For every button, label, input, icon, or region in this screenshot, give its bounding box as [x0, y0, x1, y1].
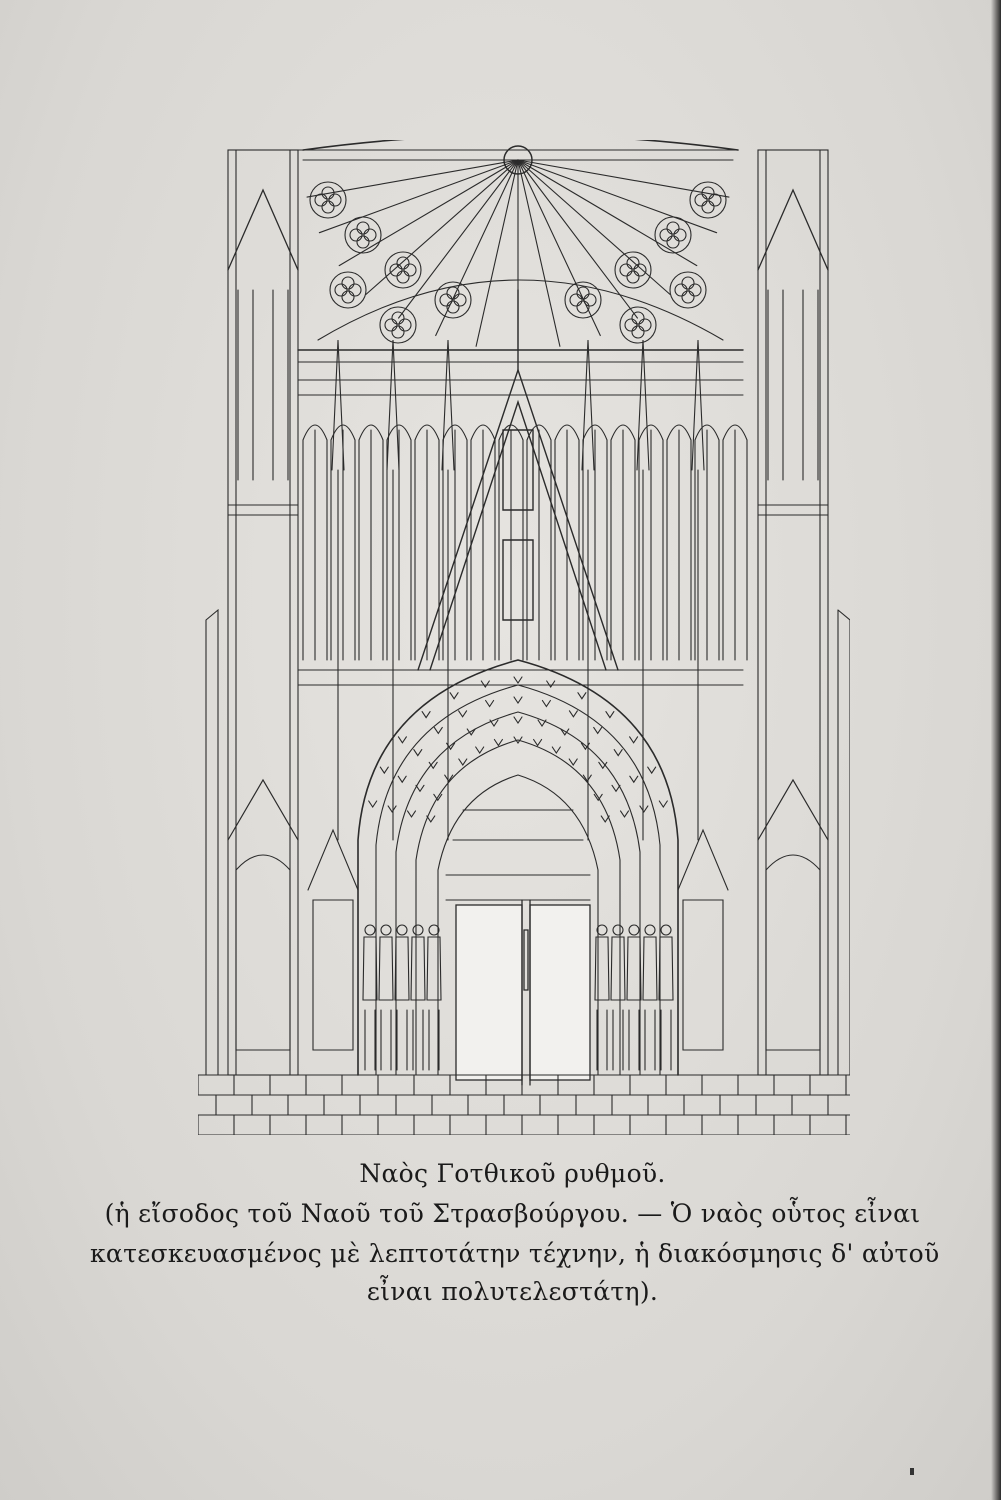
- rose-window: [298, 140, 743, 362]
- cathedral-portal-illustration: [198, 140, 850, 1135]
- caption-line-2: κατεσκευασμένος μὲ λεπτοτάτην τέχνην, ἡ διακόσμησις δ' αὐτοῦ: [90, 1239, 940, 1268]
- pinnacles: [332, 340, 704, 840]
- page-edge-shadow: [991, 0, 1001, 1500]
- caption-title: Ναὸς Γοτθικοῦ ρυθμοῦ.: [359, 1159, 666, 1188]
- lancet-gallery: [298, 380, 747, 685]
- caption-line-3: εἶναι πολυτελεστάτη).: [366, 1277, 659, 1306]
- base-masonry: [198, 1075, 850, 1135]
- caption-line-1: (ἡ εἴσοδος τοῦ Ναοῦ τοῦ Στρασβούργου. — Ὁ ναὸς οὗτος εἶναι: [104, 1199, 921, 1228]
- cathedral-engraving: [198, 140, 850, 1135]
- page-speck: [910, 1468, 914, 1475]
- left-tower: [206, 150, 298, 1075]
- right-tower: [758, 150, 850, 1075]
- portal-doorway: [456, 900, 590, 1085]
